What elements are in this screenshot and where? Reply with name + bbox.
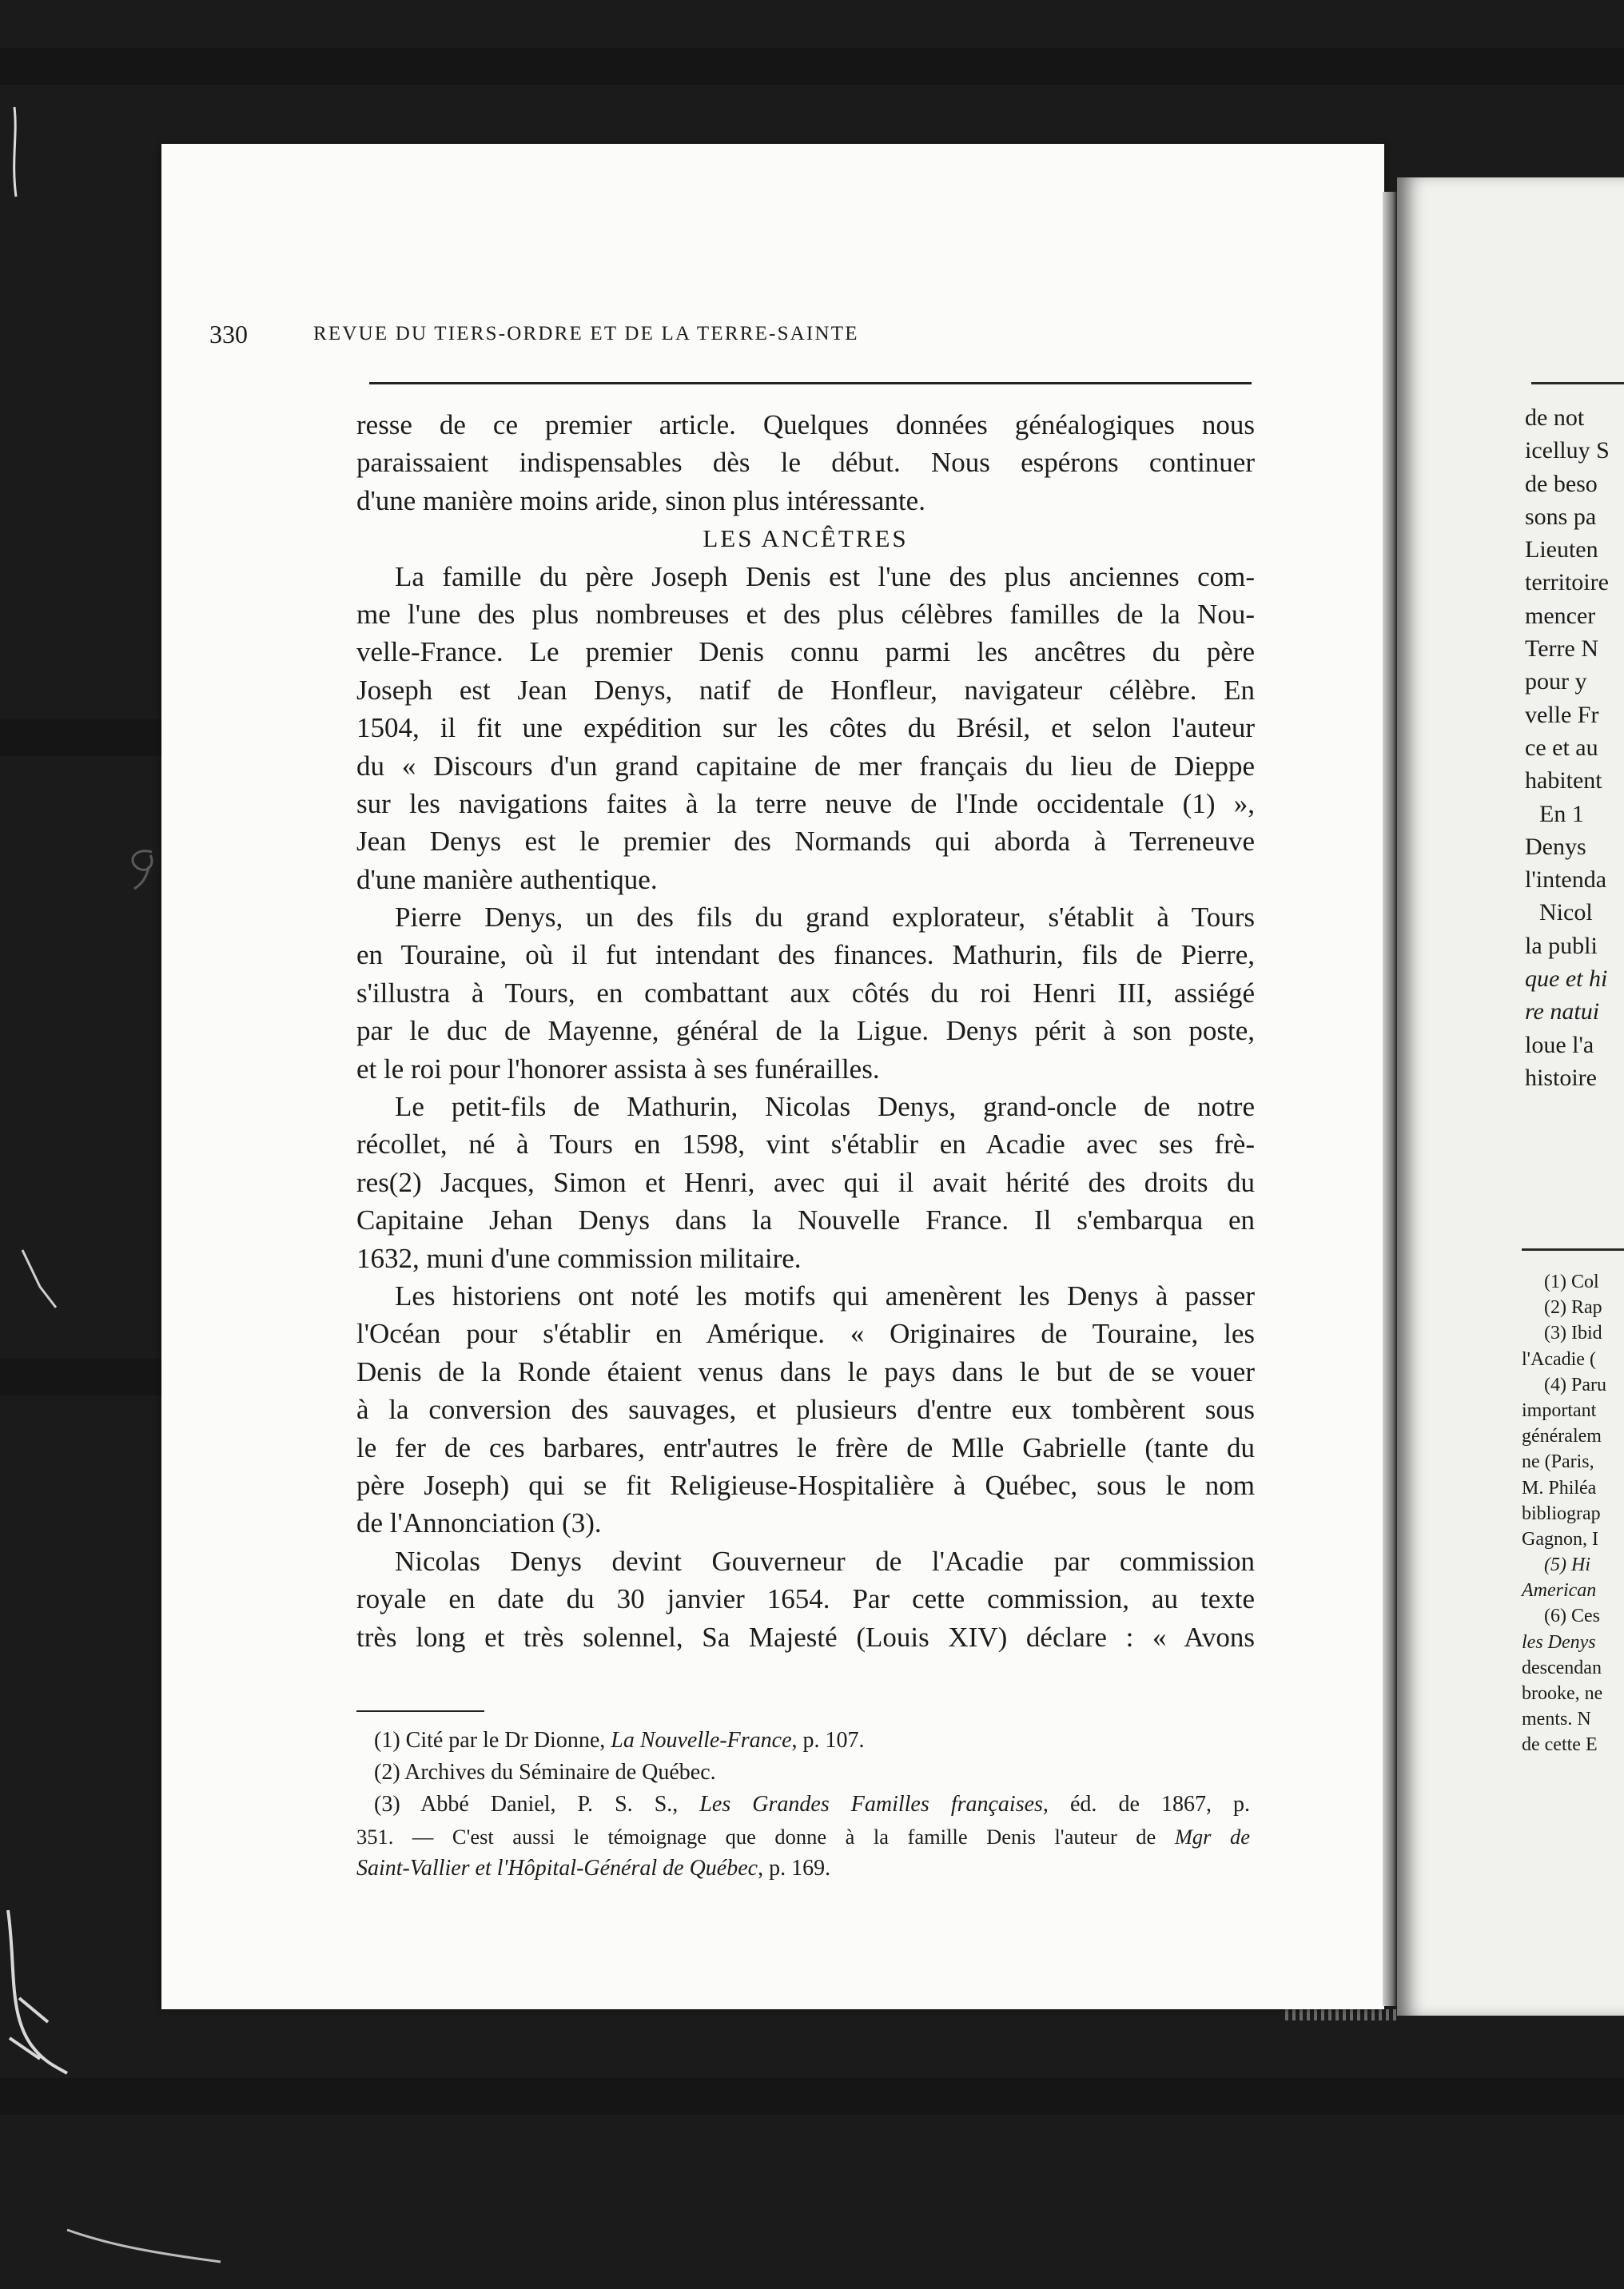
text-line: à la conversion des sauvages, et plusieurs d'entre eux tombèrent sous	[356, 1394, 1255, 1426]
footnote-3-continued	[356, 1821, 1250, 1853]
footnote-text: 351. — C'est aussi le témoignage que donne à la famille Denis l'auteur de	[356, 1825, 1175, 1849]
text-line: et le roi pour l'honorer assista à ses funérailles.	[356, 1053, 880, 1085]
right-line: icelluy S	[1525, 437, 1610, 464]
right-line: loue l'a	[1525, 1031, 1594, 1058]
footnote-title: Les Grandes Familles françaises	[699, 1792, 1043, 1817]
right-line: histoire	[1525, 1064, 1597, 1091]
footnote-text: , p. 107.	[791, 1728, 865, 1753]
footnote-2: (2) Archives du Séminaire de Québec.	[374, 1760, 716, 1785]
text-line: Le petit-fils de Mathurin, Nicolas Denys, grand-oncle de notre	[395, 1091, 1255, 1123]
background-streak	[0, 2078, 1624, 2115]
page-number: 330	[209, 320, 248, 348]
right-line: de not	[1525, 404, 1585, 431]
right-line: Lieuten	[1525, 536, 1598, 563]
footnote-rule	[356, 1710, 484, 1712]
footnote-1	[356, 1725, 1250, 1757]
text-line: Jean Denys est le premier des Normands qui aborda à Terreneuve	[356, 826, 1255, 858]
right-note-line: ments. N	[1522, 1709, 1591, 1730]
right-note-line: Gagnon, I	[1522, 1528, 1598, 1550]
scan-mark-left-bottom	[0, 1902, 72, 2078]
right-line: de beso	[1525, 470, 1598, 497]
text-line: royale en date du 30 janvier 1654. Par cette commission, au texte	[356, 1583, 1255, 1615]
right-line: velle Fr	[1525, 701, 1599, 728]
right-line: l'intenda	[1525, 866, 1607, 894]
text-line: sur les navigations faites à la terre neuve de l'Inde occidentale (1) »,	[356, 787, 1255, 819]
right-note-line: bibliograp	[1522, 1503, 1601, 1524]
right-line: sons pa	[1525, 503, 1597, 530]
background-streak	[0, 48, 1624, 85]
right-note-line: (4) Paru	[1544, 1374, 1606, 1395]
right-line: re natui	[1525, 998, 1600, 1025]
text-line: Capitaine Jehan Denys dans la Nouvelle France. Il s'embarqua en	[356, 1204, 1255, 1236]
text-line: res(2) Jacques, Simon et Henri, avec qui il avait hérité des droits du	[356, 1166, 1255, 1198]
scan-mark-left-top	[0, 104, 32, 200]
footnote-title: Mgr de	[1174, 1825, 1251, 1849]
text-line: s'illustra à Tours, en combattant aux côtés du roi Henri III, assiégé	[356, 977, 1255, 1009]
footnote-text: , p. 169.	[758, 1856, 831, 1881]
footnote-title: La Nouvelle-France	[611, 1728, 792, 1753]
text-line: La famille du père Joseph Denis est l'une des plus anciennes com-	[395, 560, 1255, 592]
page-gutter-shadow	[1383, 192, 1397, 2006]
footnote-text: , éd. de 1867, p.	[1042, 1792, 1250, 1817]
right-line: territoire	[1525, 569, 1609, 596]
text-line: récollet, né à Tours en 1598, vint s'établir en Acadie avec ses frè-	[356, 1129, 1255, 1160]
text-line: par le duc de Mayenne, général de la Ligue. Denys périt à son poste,	[356, 1015, 1255, 1047]
right-note-line: (6) Ces	[1544, 1606, 1600, 1627]
article-body	[356, 406, 1255, 1656]
text-line: du « Discours d'un grand capitaine de mer français du lieu de Dieppe	[356, 750, 1255, 782]
right-line: la publi	[1525, 932, 1598, 959]
right-note-line: les Denys	[1522, 1631, 1596, 1653]
scan-mark-bottom-left	[64, 2222, 224, 2270]
running-header	[209, 320, 1248, 352]
right-note-line: brooke, ne	[1522, 1683, 1603, 1704]
page-edge-dots	[1285, 2009, 1397, 2020]
margin-pencil-mark	[120, 844, 168, 892]
right-note-line: M. Philéa	[1522, 1477, 1597, 1499]
right-note-line: (5) Hi	[1544, 1555, 1590, 1576]
text-line: en Touraine, où il fut intendant des finances. Mathurin, fils de Pierre,	[356, 939, 1255, 971]
right-line: Denys	[1525, 833, 1586, 860]
text-line: d'une manière moins aride, sinon plus intéressante.	[356, 484, 925, 516]
text-line: Les historiens ont noté les motifs qui amenèrent les Denys à passer	[395, 1280, 1255, 1312]
right-note-line: (2) Rap	[1544, 1297, 1602, 1319]
right-line: pour y	[1525, 668, 1587, 695]
text-line: Denis de la Ronde étaient venus dans le pays dans le but de se vouer	[356, 1355, 1255, 1387]
right-line: Terre N	[1525, 635, 1599, 663]
text-line: 1504, il fit une expédition sur les côtes du Brésil, et selon l'auteur	[356, 712, 1255, 744]
text-line: de l'Annonciation (3).	[356, 1507, 602, 1539]
footnote-title: Saint-Vallier et l'Hôpital-Général de Québec	[356, 1856, 758, 1881]
running-title: REVUE DU TIERS-ORDRE ET DE LA TERRE-SAINTE	[313, 323, 859, 344]
text-line: père Joseph) qui se fit Religieuse-Hospitalière à Québec, sous le nom	[356, 1469, 1255, 1501]
right-line: habitent	[1525, 767, 1602, 794]
right-note-line: (3) Ibid	[1544, 1323, 1602, 1344]
section-heading: LES ANCÊTRES	[703, 524, 909, 553]
footnotes	[356, 1725, 1250, 1885]
text-line: Pierre Denys, un des fils du grand explorateur, s'établit à Tours	[395, 902, 1255, 934]
footnote-text: (3) Abbé Daniel, P. S. S.,	[374, 1792, 700, 1817]
right-note-line: de cette E	[1522, 1734, 1598, 1756]
footnote-3	[356, 1789, 1250, 1821]
right-line: ce et au	[1525, 734, 1598, 761]
right-note-line: ne (Paris,	[1522, 1451, 1594, 1473]
right-note-line: (1) Col	[1544, 1272, 1599, 1292]
text-line: le fer de ces barbares, entr'autres le frère de Mlle Gabrielle (tante du	[356, 1431, 1255, 1463]
right-note-line: généralem	[1522, 1426, 1602, 1447]
right-page-footnote-rule	[1522, 1248, 1624, 1251]
text-line: paraissaient indispensables dès le début. Nous espérons continuer	[356, 447, 1255, 479]
right-note-line: descendan	[1522, 1657, 1602, 1678]
header-rule	[369, 382, 1252, 384]
footnote-3-end	[356, 1853, 1250, 1885]
footnote-text: (1) Cité par le Dr Dionne,	[374, 1728, 611, 1753]
text-line: velle-France. Le premier Denis connu parmi les ancêtres du père	[356, 636, 1255, 668]
right-line: Nicol	[1539, 899, 1593, 926]
right-line: En 1	[1539, 800, 1584, 827]
right-page-header-rule	[1531, 382, 1624, 384]
text-line: très long et très solennel, Sa Majesté (Louis XIV) déclare : « Avons	[356, 1621, 1255, 1653]
scan-mark-left-mid	[16, 1247, 64, 1311]
right-page-footnotes	[1522, 1269, 1606, 1758]
text-line: Joseph est Jean Denys, natif de Honfleur, navigateur célèbre. En	[356, 674, 1255, 706]
right-page-body	[1525, 401, 1610, 1094]
right-line: que et hi	[1525, 965, 1608, 993]
text-line: d'une manière authentique.	[356, 863, 658, 895]
text-line: me l'une des plus nombreuses et des plus célèbres familles de la Nou-	[356, 598, 1255, 630]
right-note-line: important	[1522, 1399, 1597, 1421]
text-line: l'Océan pour s'établir en Amérique. « Originaires de Touraine, les	[356, 1318, 1255, 1350]
right-note-line: l'Acadie (	[1522, 1348, 1596, 1370]
text-line: 1632, muni d'une commission militaire.	[356, 1242, 802, 1274]
right-line: mencer	[1525, 602, 1596, 629]
text-line: resse de ce premier article. Quelques données généalogiques nous	[356, 409, 1255, 440]
right-note-line: American	[1522, 1580, 1597, 1602]
text-line: Nicolas Denys devint Gouverneur de l'Acadie par commission	[395, 1545, 1255, 1577]
